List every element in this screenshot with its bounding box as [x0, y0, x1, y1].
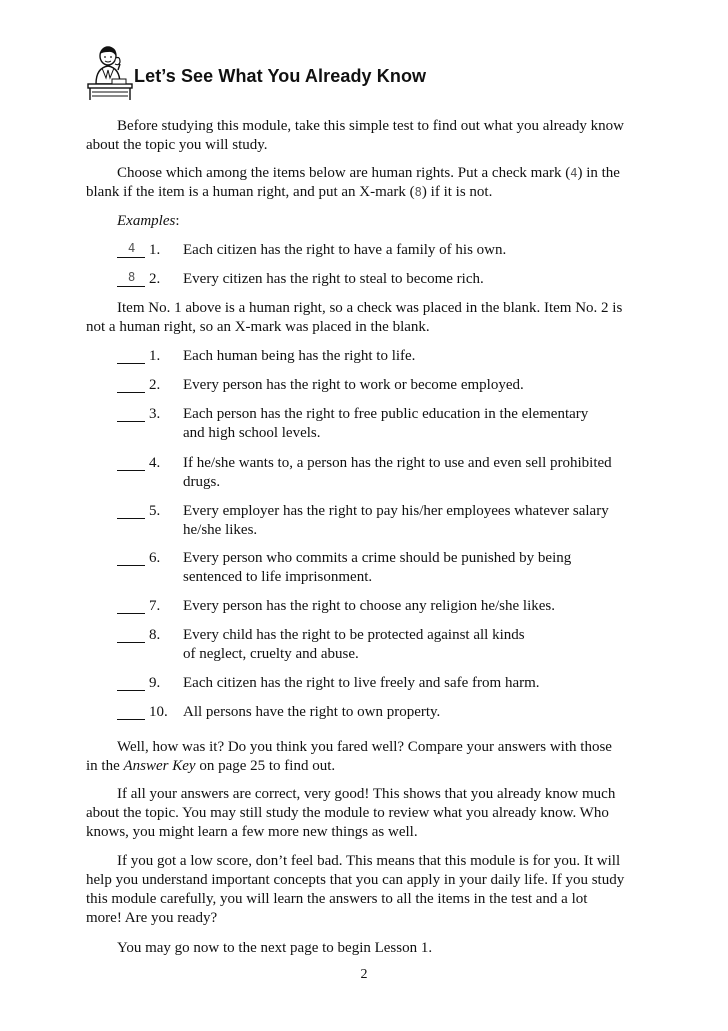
example-number: 1. [149, 242, 161, 258]
item-number: 4. [149, 455, 161, 471]
page-number: 2 [360, 967, 368, 982]
item-text-continued: drugs. [183, 474, 221, 490]
item-number: 3. [149, 406, 161, 422]
explanation-paragraph: Item No. 1 above is a human right, so a check was placed in the blank. Item No. 2 is not a human right, so an X-mark was placed in the blank. [86, 300, 623, 335]
answer-blank[interactable] [117, 405, 145, 422]
example-text: Every citizen has the right to steal to become rich. [183, 271, 484, 287]
item-text: Every employer has the right to pay his/her employees whatever salary [183, 503, 609, 519]
answer-blank [117, 270, 145, 287]
item-number: 9. [149, 675, 161, 691]
intro-p2-part-a: Choose which among the items below are human rights. Put a check mark ( [117, 165, 571, 181]
example-answer-mark: 8 [128, 270, 136, 284]
item-number: 6. [149, 550, 161, 566]
item-text: Every person who commits a crime should be punished by being [183, 550, 572, 566]
closing-paragraph-4: You may go now to the next page to begin Lesson 1. [117, 940, 433, 956]
closing-paragraph-3: If you got a low score, don’t feel bad. This means that this module is for you. It will help you understand important concepts that you can apply in your daily life. If you study this module carefully, you will learn the answers to all the items in the test and a lot more! Are you ready? [86, 853, 625, 926]
item-text-continued: sentenced to life imprisonment. [183, 569, 373, 585]
person-at-desk-icon [86, 44, 134, 102]
item-number: 7. [149, 598, 161, 614]
item-text: All persons have the right to own property. [183, 704, 441, 720]
item-number: 1. [149, 348, 161, 364]
closing-paragraph-1 [86, 738, 626, 776]
item-text: Each human being has the right to life. [183, 348, 416, 364]
item-text-continued: he/she likes. [183, 522, 258, 538]
answer-blank [117, 241, 145, 258]
examples-heading [86, 212, 626, 231]
closing-p1-part-b: on page 25 to find out. [195, 758, 336, 774]
answer-blank[interactable] [117, 454, 145, 471]
answer-blank[interactable] [117, 674, 145, 691]
item-number: 8. [149, 627, 161, 643]
check-mark-symbol: 4 [570, 166, 578, 180]
item-text: If he/she wants to, a person has the right to use and even sell prohibited [183, 455, 612, 471]
intro-p2-part-c: ) if it is not. [421, 184, 493, 200]
item-number: 5. [149, 503, 161, 519]
answer-key-reference: Answer Key [123, 758, 196, 774]
answer-blank[interactable] [117, 376, 145, 393]
item-text-continued: of neglect, cruelty and abuse. [183, 646, 359, 662]
answer-blank[interactable] [117, 626, 145, 643]
x-mark-symbol: 8 [414, 185, 422, 199]
intro-paragraph-1: Before studying this module, take this simple test to find out what you already know about the topic you will study. [86, 118, 625, 153]
closing-p1-part-a: Well, how was it? Do you think you fared well? Compare your answers with those in the [86, 739, 612, 774]
closing-paragraph-2: If all your answers are correct, very good! This shows that you already know much about the topic. You may still study the module to review what you already know. Who knows, you might learn a few more new things as well. [86, 786, 616, 840]
example-text: Each citizen has the right to have a family of his own. [183, 242, 507, 258]
example-number: 2. [149, 271, 161, 287]
item-number: 10. [149, 704, 168, 720]
answer-blank[interactable] [117, 502, 145, 519]
example-answer-mark: 4 [128, 241, 136, 255]
item-text: Each person has the right to free public education in the elementary [183, 406, 589, 422]
answer-blank[interactable] [117, 549, 145, 566]
section-header [86, 44, 626, 104]
intro-paragraph-2 [86, 164, 626, 202]
item-text-continued: and high school levels. [183, 425, 321, 441]
examples-colon: : [175, 213, 180, 229]
examples-label: Examples [117, 213, 176, 229]
answer-blank[interactable] [117, 597, 145, 614]
item-text: Every child has the right to be protected against all kinds [183, 627, 525, 643]
item-text: Each citizen has the right to live freely and safe from harm. [183, 675, 540, 691]
answer-blank[interactable] [117, 347, 145, 364]
answer-blank[interactable] [117, 703, 145, 720]
intro-p2-part-b: ) in the blank if the item is a human right, and put an X-mark ( [86, 165, 620, 200]
item-text: Every person has the right to work or become employed. [183, 377, 524, 393]
item-text: Every person has the right to choose any religion he/she likes. [183, 598, 555, 614]
page-title: Let’s See What You Already Know [134, 66, 427, 86]
item-number: 2. [149, 377, 161, 393]
